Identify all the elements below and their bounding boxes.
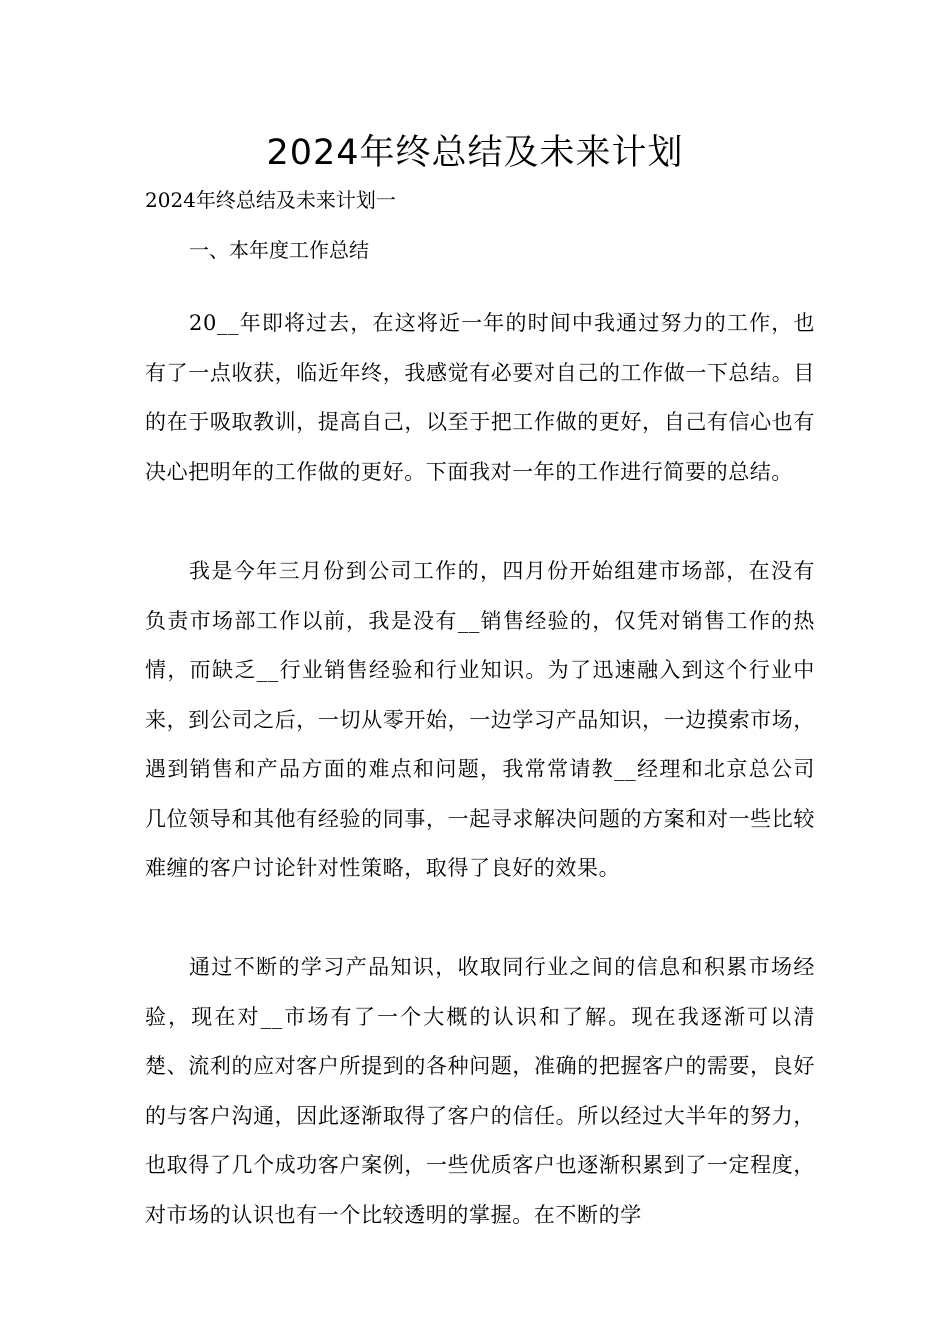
section-heading: 一、本年度工作总结	[189, 238, 369, 262]
body-paragraph: 通过不断的学习产品知识，收取同行业之间的信息和积累市场经验，现在对__市场有了一个大概的认识和了解。现在我逐渐可以清楚、流利的应对客户所提到的各种问题，准确的把握客户的需要，良好的与客户沟通，因此逐渐取得了客户的信任。所以经过大半年的努力，也取得了几个成功客户案例，一些优质客户也逐渐积累到了一定程度，对市场的认识也有一个比较透明的掌握。在不断的学	[145, 955, 815, 1227]
document-subtitle: 2024年终总结及未来计划一	[145, 188, 396, 212]
body-paragraph: 我是今年三月份到公司工作的，四月份开始组建市场部，在没有负责市场部工作以前，我是没有__销售经验的，仅凭对销售工作的热情，而缺乏__行业销售经验和行业知识。为了迅速融入到这个行业中来，到公司之后，一切从零开始，一边学习产品知识，一边摸索市场，遇到销售和产品方面的难点和问题，我常常请教__经理和北京总公司几位领导和其他有经验的同事，一起寻求解决问题的方案和对一些比较难缠的客户讨论针对性策略，取得了良好的效果。	[145, 559, 815, 880]
document-title: 2024年终总结及未来计划	[266, 133, 684, 173]
body-paragraph: 20__年即将过去，在这将近一年的时间中我通过努力的工作，也有了一点收获，临近年终，我感觉有必要对自己的工作做一下总结。目的在于吸取教训，提高自己，以至于把工作做的更好，自己有信心也有决心把明年的工作做的更好。下面我对一年的工作进行简要的总结。	[145, 311, 815, 484]
